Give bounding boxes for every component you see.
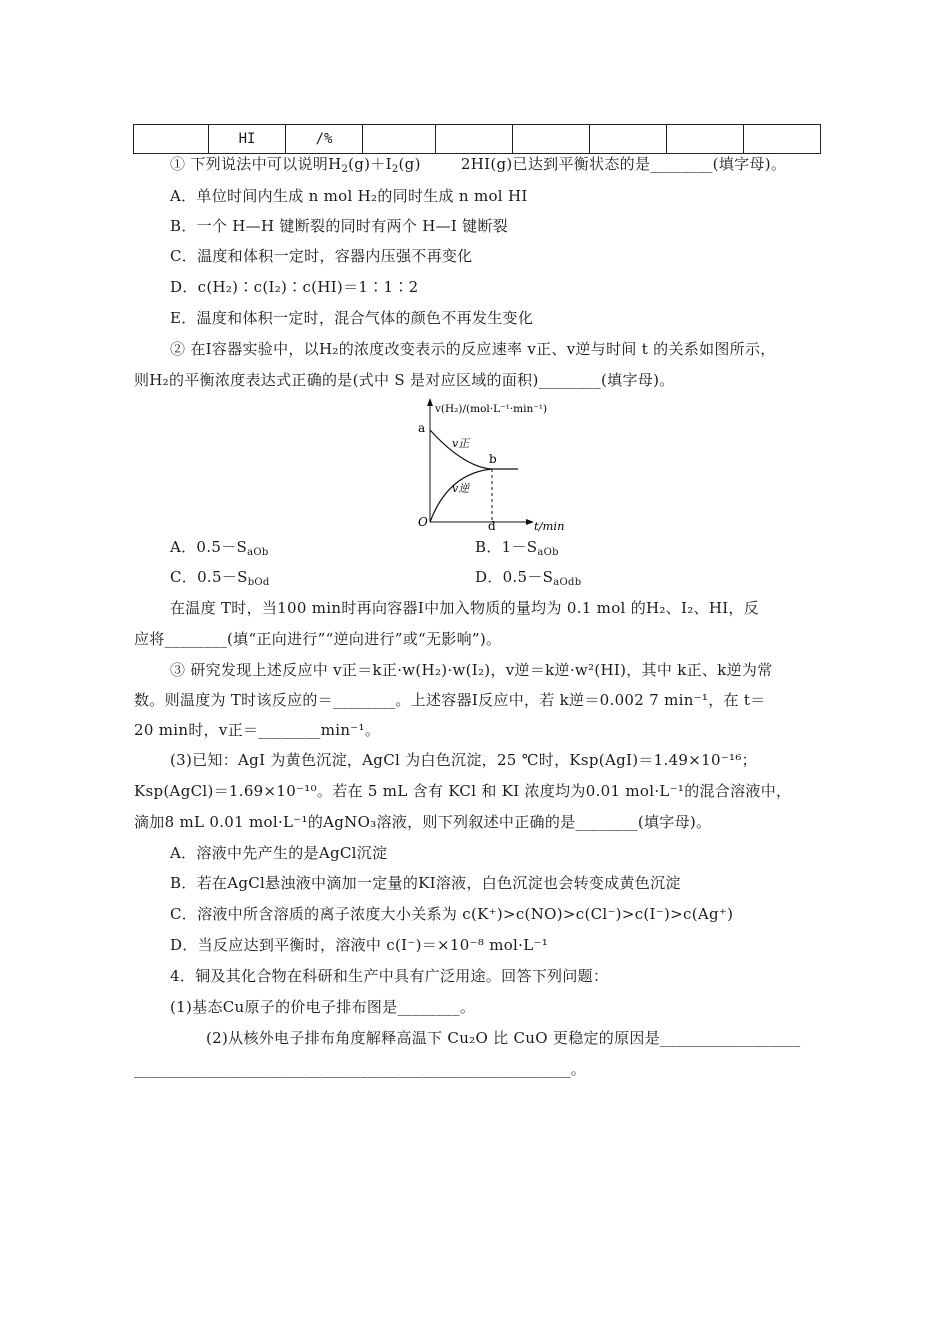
part3-line-1: (3)已知：AgI 为黄色沉淀，AgCl 为白色沉淀，25 ℃时，Ksp(AgI)＝1.49×10⁻¹⁶； <box>170 751 757 769</box>
table-cell <box>436 125 513 154</box>
q4-part-2-continued: ________________________________________________________。 <box>134 1060 587 1078</box>
label-d: d <box>488 519 496 532</box>
part3-option-b: B．若在AgCl悬浊液中滴加一定量的KI溶液，白色沉淀也会转变成黄色沉淀 <box>170 874 681 892</box>
part3-option-c: C．溶液中所含溶质的离子浓度大小关系为 c(K⁺)>c(NO)>c(Cl⁻)>c(I⁻)>c(Ag⁺) <box>170 905 734 923</box>
label-a: a <box>418 421 426 435</box>
q2-option-b: B．$1-S_{aOb}$ <box>475 538 559 558</box>
label-b: b <box>489 452 497 466</box>
q2-line-3: 在温度 T时，当100 min时再向容器Ⅰ中加入物质的量均为 0.1 mol 的H₂、I₂、HI，反 <box>170 599 760 617</box>
rate-time-chart <box>388 390 578 532</box>
part3-option-a: A．溶液中先产生的是AgCl沉淀 <box>170 844 388 862</box>
q1-option-b: B．一个 H—H 键断裂的同时有两个 H—I 键断裂 <box>170 217 509 235</box>
table-cell <box>513 125 590 154</box>
label-origin: O <box>418 515 428 529</box>
v-forward-curve <box>430 430 518 469</box>
q2-option-a: A．$0.5-S_{aOb}$ <box>170 538 269 558</box>
q2-option-c: C．$0.5-S_{bOd}$ <box>170 568 270 588</box>
table-cell <box>134 125 209 154</box>
q1-option-a: A．单位时间内生成 n mol H₂的同时生成 n mol HI <box>170 187 528 205</box>
table-cell <box>667 125 744 154</box>
q4-part-1: (1)基态Cu原子的价电子排布图是________。 <box>170 998 476 1016</box>
table-cell <box>363 125 436 154</box>
label-v-reverse: v逆 <box>452 482 470 495</box>
q1-stem: ① 下列说法中可以说明$H_2(g)+I_2(g)$ 2HI(g)已达到平衡状态的是________(填字母)。 <box>170 155 787 175</box>
q3-line-3: 20 min时，v正＝________min⁻¹。 <box>134 721 381 739</box>
q3-line-1: ③ 研究发现上述反应中 v正＝k正·w(H₂)·w(I₂)，v逆＝k逆·w²(HI)，其中 k正、k逆为常 <box>170 661 773 679</box>
table-cell: /% <box>286 125 363 154</box>
y-axis-arrow-icon <box>427 398 433 406</box>
chart-ylabel: v(H₂)/(mol·L⁻¹·min⁻¹) <box>435 403 548 415</box>
part3-line-3: 滴加8 mL 0.01 mol·L⁻¹的AgNO₃溶液，则下列叙述中正确的是________(填字母)。 <box>134 813 712 831</box>
part3-line-2: Ksp(AgCl)＝1.69×10⁻¹⁰。若在 5 mL 含有 KCl 和 KI 浓度均为0.01 mol·L⁻¹的混合溶液中， <box>134 782 792 800</box>
label-v-forward: v正 <box>452 437 470 450</box>
q4-part-2: (2)从核外电子排布角度解释高温下 Cu₂O 比 CuO 更稳定的原因是__________________ <box>206 1029 801 1047</box>
table-cell <box>590 125 667 154</box>
table-row <box>134 125 821 154</box>
q2-line-4: 应将________(填“正向进行”“逆向进行”或“无影响”)。 <box>134 630 502 648</box>
q2-line-2: 则H₂的平衡浓度表达式正确的是(式中 S 是对应区域的面积)________(填字母)。 <box>134 371 675 389</box>
q3-line-2: 数。则温度为 T时该反应的＝________。上述容器Ⅰ反应中，若 k逆＝0.002 7 min⁻¹，在 t＝ <box>134 691 766 709</box>
q1-option-d: D．c(H₂)∶c(I₂)∶c(HI)＝1∶1∶2 <box>170 278 419 296</box>
q1-option-e: E．温度和体积一定时，混合气体的颜色不再发生变化 <box>170 309 534 327</box>
part3-option-d: D．当反应达到平衡时，溶液中 c(I⁻)＝×10⁻⁸ mol·L⁻¹ <box>170 936 549 954</box>
q2-line-1: ② 在Ⅰ容器实验中，以H₂的浓度改变表示的反应速率 v正、v逆与时间 t 的关系如图所示， <box>170 340 776 358</box>
x-axis-arrow-icon <box>526 519 534 525</box>
data-table <box>133 124 821 154</box>
v-reverse-curve <box>430 469 492 522</box>
q2-option-d: D．$0.5-S_{aOdb}$ <box>475 568 582 588</box>
table-cell: HI <box>209 125 286 154</box>
table-cell <box>744 125 821 154</box>
chart-xlabel: t/min <box>534 519 565 532</box>
q1-option-c: C．温度和体积一定时，容器内压强不再变化 <box>170 247 473 265</box>
q4-title: 4．铜及其化合物在科研和生产中具有广泛用途。回答下列问题： <box>170 967 609 985</box>
